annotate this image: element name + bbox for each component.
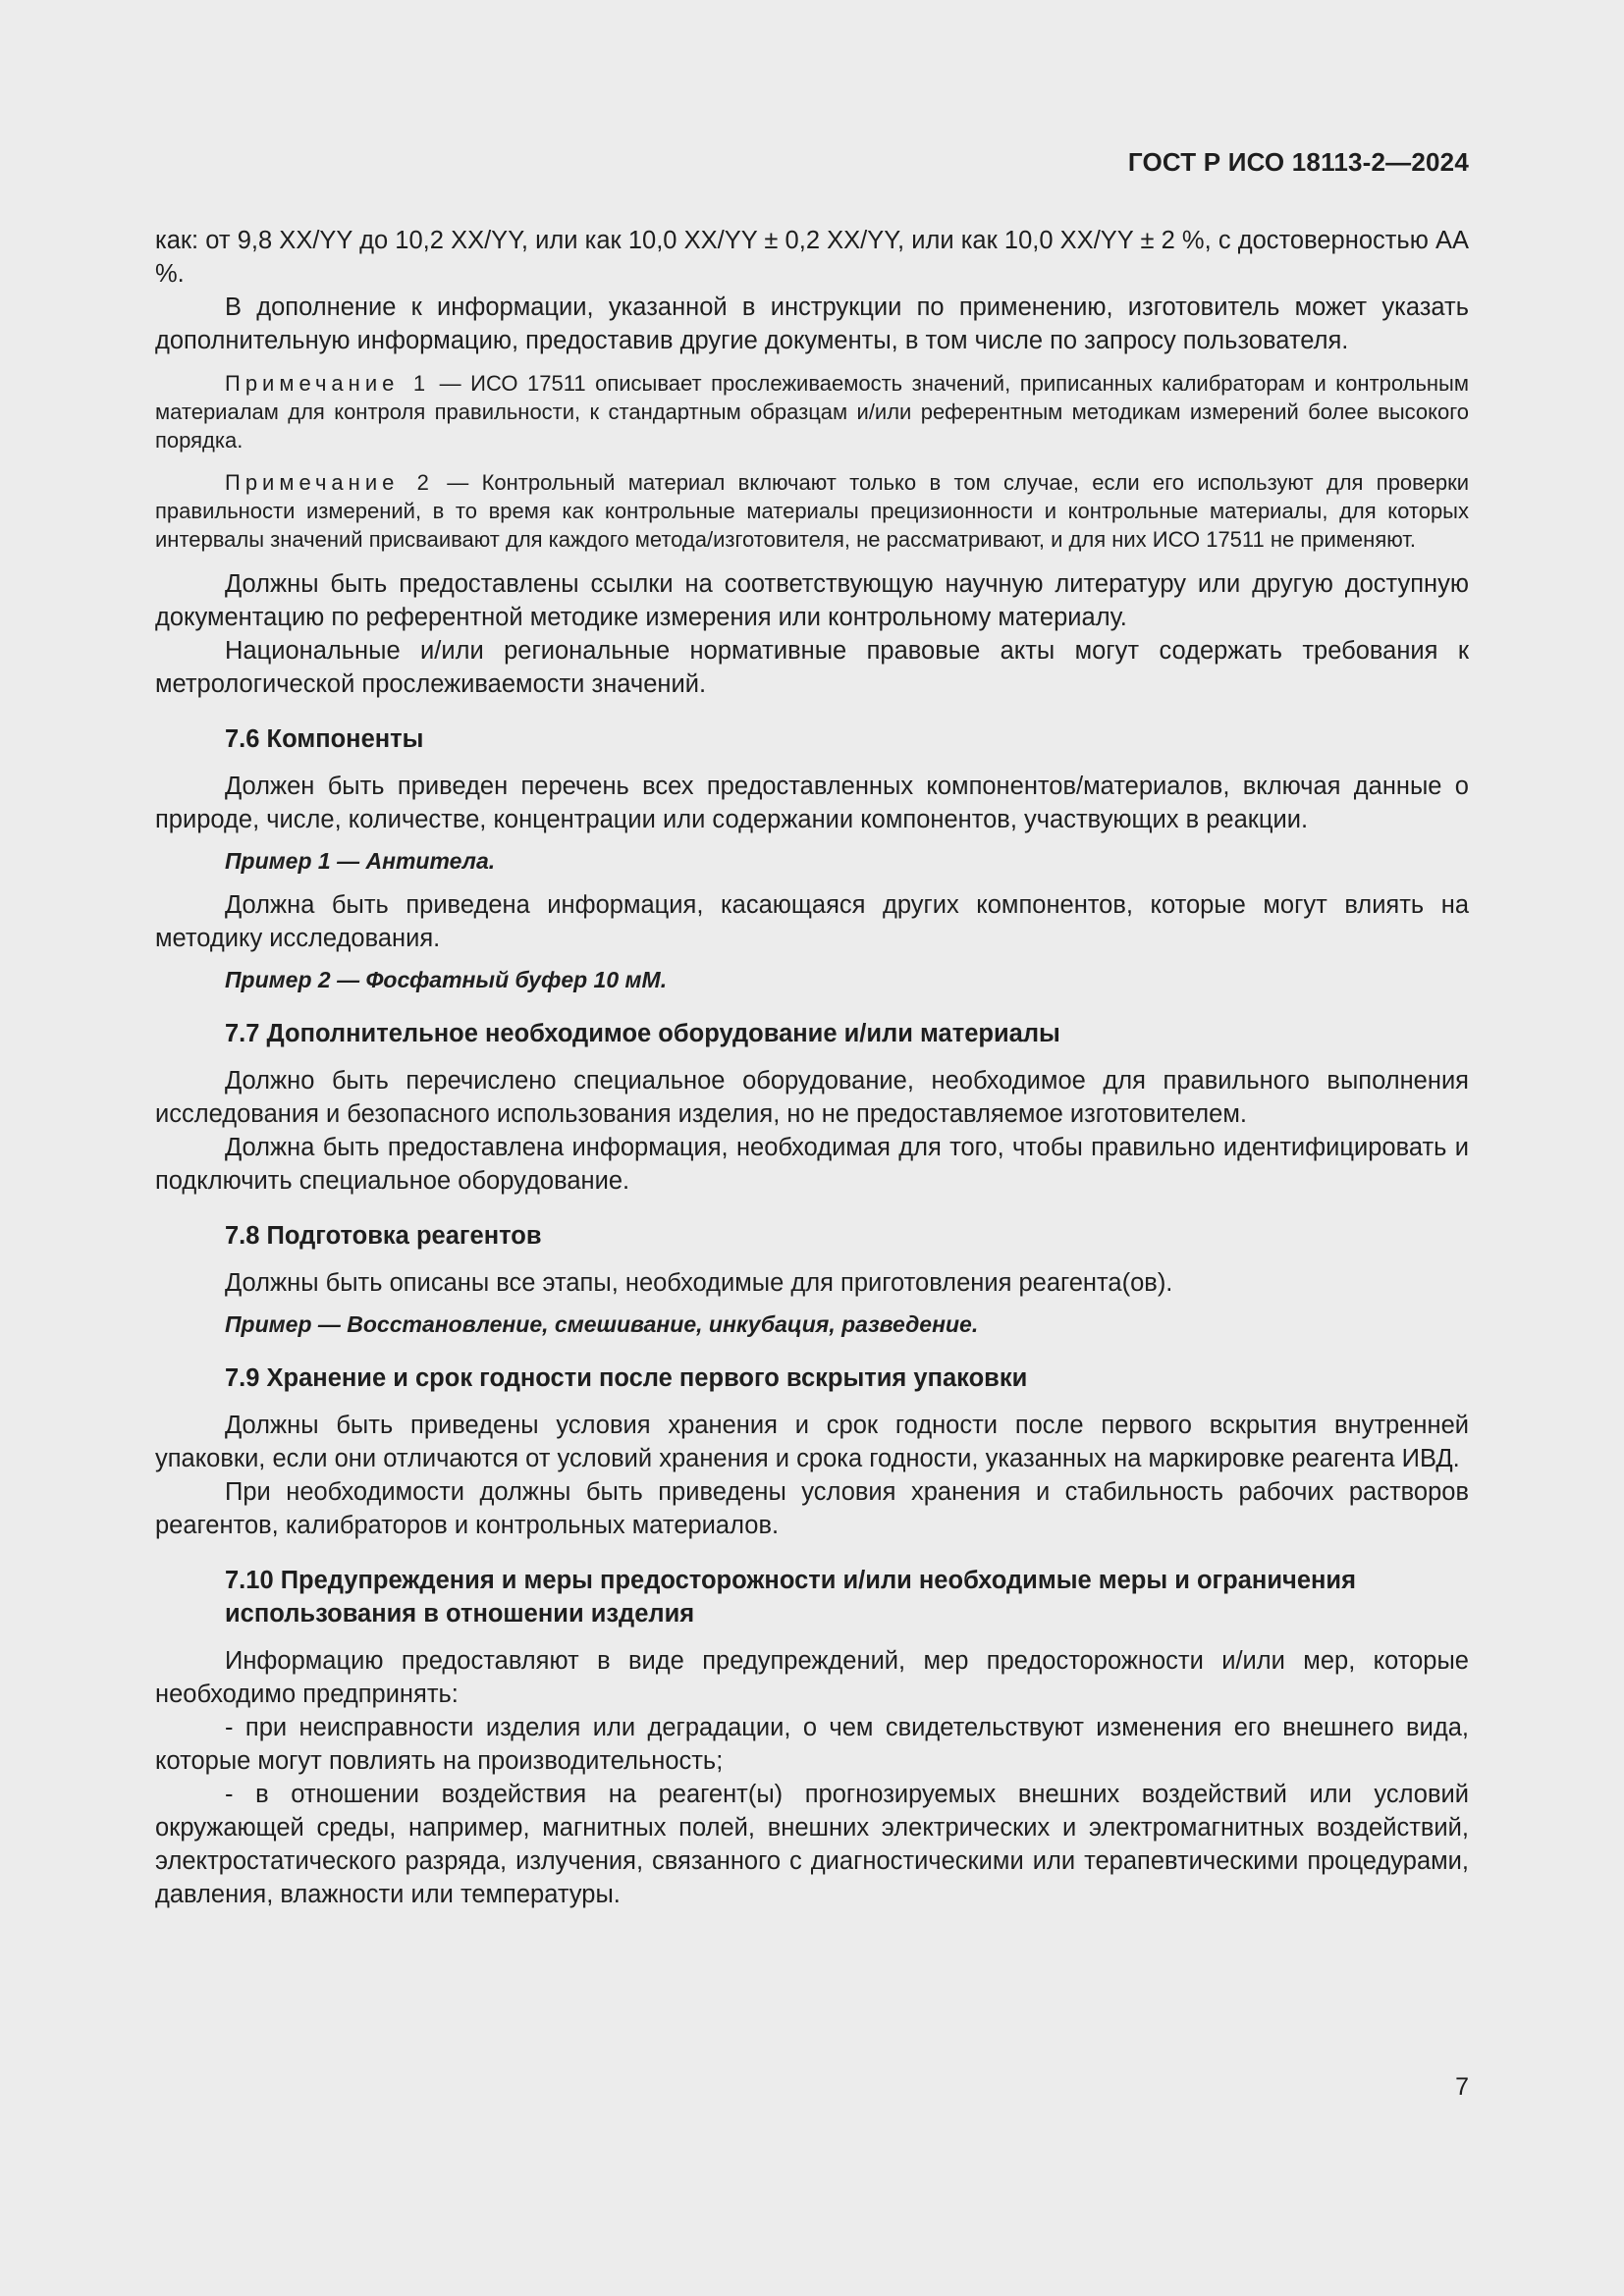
- paragraph: Должны быть описаны все этапы, необходимые для приготовления реагента(ов).: [225, 1269, 1173, 1297]
- paragraph: Должны быть приведены условия хранения и срок годности после первого вскрытия внутренней упаковки, если они отличаются от условий хранения и срока годности, указанных на маркировке реагента ИВД.: [155, 1412, 1469, 1472]
- note-text: — Контрольный материал включают только в том случае, если его используют для проверки правильности измерений, в то время как контрольные материалы прецизионности и контрольные материалы, для которых интервалы значений присваивают для каждого метода/изготовителя, не рассматривают, и для них ИСО 17511 не применяют.: [155, 470, 1469, 552]
- paragraph: Должны быть предоставлены ссылки на соответствующую научную литературу или другую доступную документацию по референтной методике измерения или контрольному материалу.: [155, 570, 1469, 631]
- paragraph: Должен быть приведен перечень всех предоставленных компонентов/материалов, включая данные о природе, числе, количестве, концентрации или содержании компонентов, участвующих в реакции.: [155, 773, 1469, 833]
- note-label: Примечание 2: [225, 470, 434, 495]
- section-heading-7-6: 7.6 Компоненты: [225, 725, 424, 753]
- paragraph: Национальные и/или региональные нормативные правовые акты могут содержать требования к метрологической прослеживаемости значений.: [155, 637, 1469, 698]
- document-header: ГОСТ Р ИСО 18113-2—2024: [1127, 147, 1469, 177]
- example-2: Пример 2 — Фосфатный буфер 10 мМ.: [225, 967, 668, 992]
- list-item: - при неисправности изделия или деградации, о чем свидетельствуют изменения его внешнего вида, которые могут повлиять на производительность;: [155, 1714, 1469, 1775]
- section-heading-7-10: 7.10 Предупреждения и меры предосторожности и/или необходимые меры и ограничения использования в отношении изделия: [225, 1567, 1356, 1628]
- paragraph: как: от 9,8 XX/YY до 10,2 XX/YY, или как 10,0 XX/YY ± 0,2 XX/YY, или как 10,0 XX/YY ± 2 %, с достоверностью AA %.: [155, 227, 1469, 288]
- paragraph: При необходимости должны быть приведены условия хранения и стабильность рабочих растворов реагентов, калибраторов и контрольных материалов.: [155, 1478, 1469, 1539]
- note-text: — ИСО 17511 описывает прослеживаемость значений, приписанных калибраторам и контрольным материалам для контроля правильности, к стандартным образцам и/или референтным методикам измерений более высокого порядка.: [155, 371, 1469, 453]
- example: Пример — Восстановление, смешивание, инкубация, разведение.: [225, 1311, 979, 1337]
- example-1: Пример 1 — Антитела.: [225, 848, 496, 874]
- note-label: Примечание 1: [225, 371, 431, 396]
- paragraph: Должно быть перечислено специальное оборудование, необходимое для правильного выполнения исследования и безопасного использования изделия, но не предоставляемое изготовителем.: [155, 1067, 1469, 1128]
- section-heading-7-9: 7.9 Хранение и срок годности после первого вскрытия упаковки: [225, 1364, 1028, 1392]
- list-item: - в отношении воздействия на реагент(ы) прогнозируемых внешних воздействий или условий окружающей среды, например, магнитных полей, внешних электрических и электромагнитных воздействий, электростатического разряда, излучения, связанного с диагностическими или терапевтическими процедурами, давления, влажности или температуры.: [155, 1781, 1469, 1908]
- section-heading-7-7: 7.7 Дополнительное необходимое оборудование и/или материалы: [225, 1020, 1060, 1047]
- paragraph: В дополнение к информации, указанной в инструкции по применению, изготовитель может указать дополнительную информацию, предоставив другие документы, в том числе по запросу пользователя.: [155, 294, 1469, 354]
- page-number: 7: [1455, 2073, 1469, 2101]
- note-1: [155, 369, 1469, 454]
- document-body: [155, 224, 1469, 1911]
- paragraph: Должна быть предоставлена информация, необходимая для того, чтобы правильно идентифицировать и подключить специальное оборудование.: [155, 1134, 1469, 1195]
- section-heading-7-8: 7.8 Подготовка реагентов: [225, 1222, 542, 1250]
- note-2: [155, 468, 1469, 554]
- paragraph: Информацию предоставляют в виде предупреждений, мер предосторожности и/или мер, которые необходимо предпринять:: [155, 1647, 1469, 1708]
- paragraph: Должна быть приведена информация, касающаяся других компонентов, которые могут влиять на методику исследования.: [155, 891, 1469, 952]
